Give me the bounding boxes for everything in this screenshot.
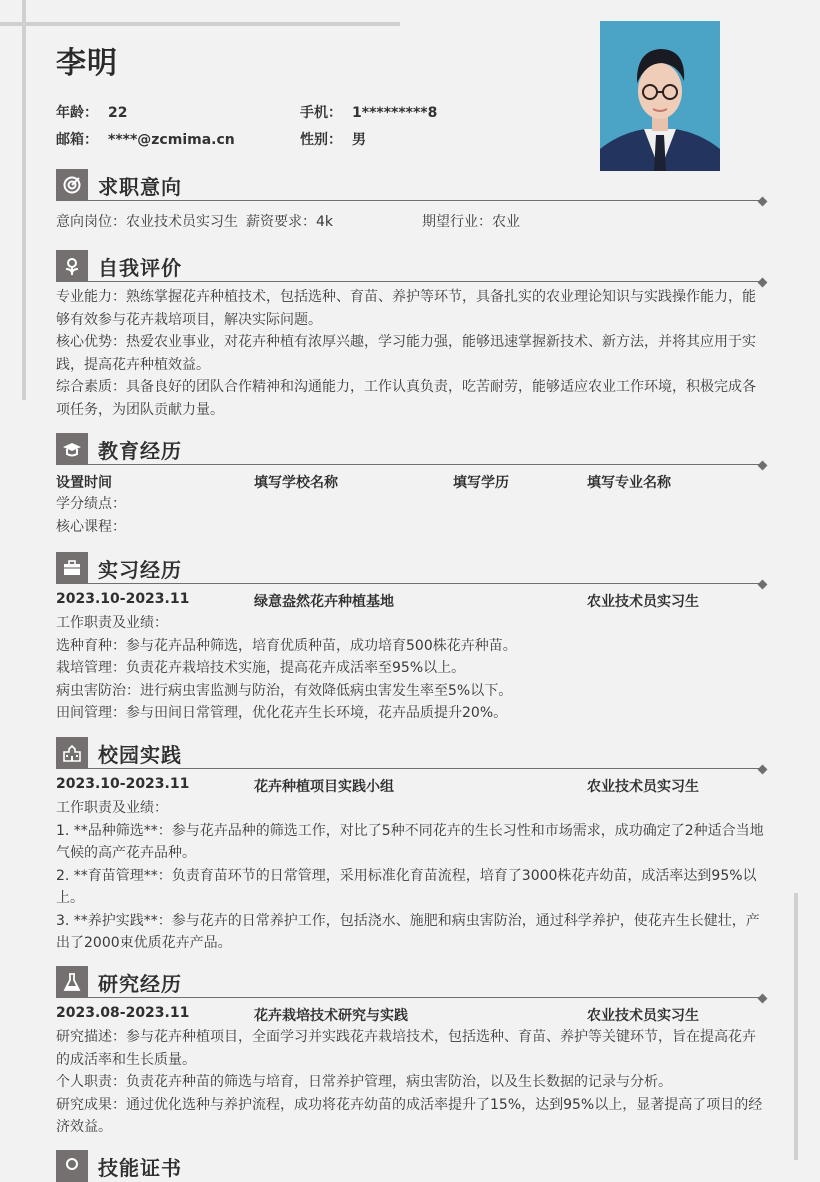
section-header <box>56 737 766 769</box>
intent-position: 意向岗位：农业技术员实习生 <box>56 214 238 230</box>
email-info <box>56 129 235 149</box>
section-title: 自我评价 <box>98 256 182 280</box>
certificate-icon <box>56 1150 88 1182</box>
gpa-label: 学分绩点： <box>56 496 126 512</box>
campus-line: 1. **品种筛选**：参与花卉品种的筛选工作，对比了5种不同花卉的生长习性和市场需求，成功确定了2种适合当地气候的高产花卉品种。 <box>56 822 764 861</box>
section-divider <box>88 200 760 202</box>
section-title: 校园实践 <box>98 743 182 767</box>
section-divider <box>88 997 760 999</box>
education-major: 填写专业名称 <box>587 475 671 491</box>
section-header <box>56 552 766 584</box>
decorative-right-line <box>794 893 798 1160</box>
intent-industry: 期望行业：农业 <box>422 214 520 230</box>
graduation-cap-icon <box>56 433 88 465</box>
section-title: 研究经历 <box>98 972 182 996</box>
section-title: 实习经历 <box>98 558 182 582</box>
self-eval-paragraph: 核心优势：热爱农业事业，对花卉种植有浓厚兴趣，学习能力强，能够迅速掌握新技术、新方法，并将其应用于实践，提高花卉种植效益。 <box>56 334 756 373</box>
section-divider <box>88 768 760 770</box>
research-line: 个人职责：负责花卉种苗的筛选与培育，日常养护管理，病虫害防治，以及生长数据的记录与分析。 <box>56 1074 672 1090</box>
section-divider <box>88 281 760 283</box>
phone-label: 手机： <box>300 105 342 121</box>
section-header <box>56 966 766 998</box>
campus-line: 工作职责及业绩： <box>56 800 168 816</box>
school-building-icon <box>56 737 88 769</box>
education-degree: 填写学历 <box>453 475 509 491</box>
section-header <box>56 169 766 201</box>
gender-label: 性别： <box>300 132 342 148</box>
section-divider <box>88 583 760 585</box>
campus-line: 2. **育苗管理**：负责育苗环节的日常管理，采用标准化育苗流程，培育了3000株花卉幼苗，成活率达到95%以上。 <box>56 867 757 906</box>
candidate-name: 李明 <box>56 46 118 81</box>
education-time: 设置时间 <box>56 475 112 491</box>
section-job-intent <box>56 169 766 237</box>
section-self-evaluation <box>56 250 766 421</box>
flask-icon <box>56 966 88 998</box>
age-label: 年龄： <box>56 105 98 121</box>
internship-org: 绿意盎然花卉种植基地 <box>254 594 394 610</box>
section-header <box>56 433 766 465</box>
campus-date: 2023.10-2023.11 <box>56 776 190 792</box>
email-value: ****@zcmima.cn <box>108 132 235 148</box>
section-research <box>56 966 766 1139</box>
campus-line: 3. **养护实践**：参与花卉的日常养护工作，包括浇水、施肥和病虫害防治，通过科学养护，使花卉生长健壮，产出了2000束优质花卉产品。 <box>56 912 760 951</box>
campus-role: 农业技术员实习生 <box>587 779 699 795</box>
internship-line: 工作职责及业绩： <box>56 615 168 631</box>
internship-role: 农业技术员实习生 <box>587 594 699 610</box>
divider-end-dot <box>758 196 768 206</box>
section-header <box>56 250 766 282</box>
age-info <box>56 102 127 122</box>
phone-info <box>300 102 437 122</box>
internship-date: 2023.10-2023.11 <box>56 591 190 607</box>
internship-row <box>56 588 766 612</box>
gender-info <box>300 129 366 149</box>
section-education <box>56 433 766 538</box>
age-value: 22 <box>108 105 128 121</box>
research-row <box>56 1002 766 1026</box>
gender-value: 男 <box>352 132 366 148</box>
section-title: 教育经历 <box>98 439 182 463</box>
email-label: 邮箱： <box>56 132 98 148</box>
research-line: 研究成果：通过优化选种与养护流程，成功将花卉幼苗的成活率提升了15%，达到95%以上，显著提高了项目的经济效益。 <box>56 1096 763 1135</box>
phone-value: 1*********8 <box>352 105 438 121</box>
section-campus-practice <box>56 737 766 955</box>
profile-photo <box>600 21 720 171</box>
campus-row <box>56 773 766 797</box>
research-role: 农业技术员实习生 <box>587 1008 699 1024</box>
decorative-top-line <box>0 22 400 26</box>
education-school: 填写学校名称 <box>254 475 338 491</box>
courses-label: 核心课程： <box>56 518 126 535</box>
research-date: 2023.08-2023.11 <box>56 1005 190 1021</box>
internship-line: 栽培管理：负责花卉栽培技术实施，提高花卉成活率至95%以上。 <box>56 660 466 676</box>
research-org: 花卉栽培技术研究与实践 <box>254 1008 408 1024</box>
section-internship <box>56 552 766 725</box>
research-line: 研究描述：参与花卉种植项目，全面学习并实践花卉栽培技术，包括选种、育苗、养护等关键环节，旨在提高花卉的成活率和生长质量。 <box>56 1029 756 1068</box>
self-eval-paragraph: 综合素质：具备良好的团队合作精神和沟通能力，工作认真负责，吃苦耐劳，能够适应农业工作环境，积极完成各项任务，为团队贡献力量。 <box>56 379 756 418</box>
internship-line: 选种育种：参与花卉品种筛选，培育优质种苗，成功培育500株花卉种苗。 <box>56 637 517 654</box>
target-icon <box>56 169 88 201</box>
internship-line: 田间管理：参与田间日常管理，优化花卉生长环境，花卉品质提升20%。 <box>56 705 508 721</box>
section-skills <box>56 1150 766 1182</box>
section-divider <box>88 464 760 466</box>
section-title: 求职意向 <box>98 175 182 199</box>
education-row <box>56 469 766 493</box>
flower-icon <box>56 250 88 282</box>
campus-org: 花卉种植项目实践小组 <box>254 779 394 795</box>
section-title: 技能证书 <box>98 1156 182 1180</box>
decorative-left-line <box>22 0 26 400</box>
internship-line: 病虫害防治：进行病虫害监测与防治，有效降低病虫害发生率至5%以下。 <box>56 682 513 699</box>
section-header <box>56 1150 766 1182</box>
intent-salary: 薪资要求：4k <box>246 214 334 230</box>
self-eval-paragraph: 专业能力：熟练掌握花卉种植技术，包括选种、育苗、养护等环节，具备扎实的农业理论知识与实践操作能力，能够有效参与花卉栽培项目，解决实际问题。 <box>56 289 756 328</box>
briefcase-icon <box>56 552 88 584</box>
